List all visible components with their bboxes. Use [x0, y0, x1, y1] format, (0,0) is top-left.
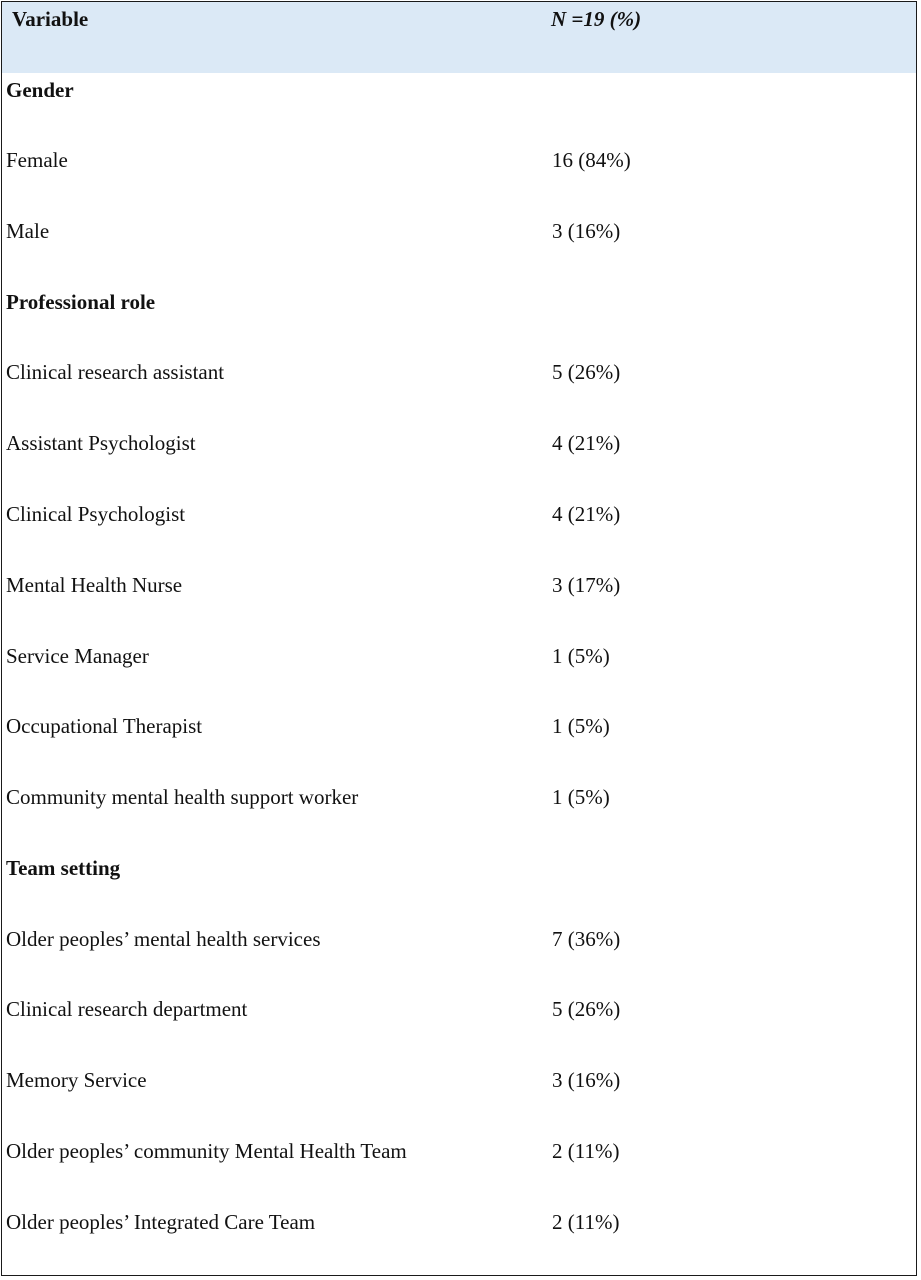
row-label: Clinical research assistant [6, 360, 225, 384]
row-label: Male [6, 219, 50, 243]
row-label: Older peoples’ mental health services [6, 927, 321, 951]
row-value: 3 (16%) [552, 1068, 621, 1092]
section-heading-professional-role: Professional role [6, 290, 156, 314]
section-heading-gender: Gender [6, 78, 74, 102]
demographics-table [1, 1, 917, 1276]
row-label: Assistant Psychologist [6, 431, 196, 455]
row-value: 4 (21%) [552, 431, 621, 455]
header-n: N =19 (%) [551, 7, 642, 31]
row-label: Clinical research department [6, 997, 248, 1021]
row-value: 1 (5%) [552, 714, 610, 738]
section-heading-team-setting: Team setting [6, 856, 121, 880]
row-label: Community mental health support worker [6, 785, 359, 809]
row-label: Memory Service [6, 1068, 147, 1092]
header-variable: Variable [12, 7, 89, 31]
row-value: 2 (11%) [552, 1139, 620, 1163]
row-label: Service Manager [6, 644, 149, 668]
row-value: 7 (36%) [552, 927, 621, 951]
row-value: 5 (26%) [552, 997, 621, 1021]
row-value: 1 (5%) [552, 785, 610, 809]
row-label: Occupational Therapist [6, 714, 203, 738]
row-value: 16 (84%) [552, 148, 631, 172]
row-label: Clinical Psychologist [6, 502, 186, 526]
row-value: 2 (11%) [552, 1210, 620, 1234]
row-label: Older peoples’ Integrated Care Team [6, 1210, 316, 1234]
row-label: Older peoples’ community Mental Health Team [6, 1139, 407, 1163]
row-label: Mental Health Nurse [6, 573, 183, 597]
table-header-row [2, 2, 916, 73]
row-value: 5 (26%) [552, 360, 621, 384]
row-value: 4 (21%) [552, 502, 621, 526]
row-value: 3 (16%) [552, 219, 621, 243]
row-label: Female [6, 148, 68, 172]
row-value: 1 (5%) [552, 644, 610, 668]
row-value: 3 (17%) [552, 573, 621, 597]
